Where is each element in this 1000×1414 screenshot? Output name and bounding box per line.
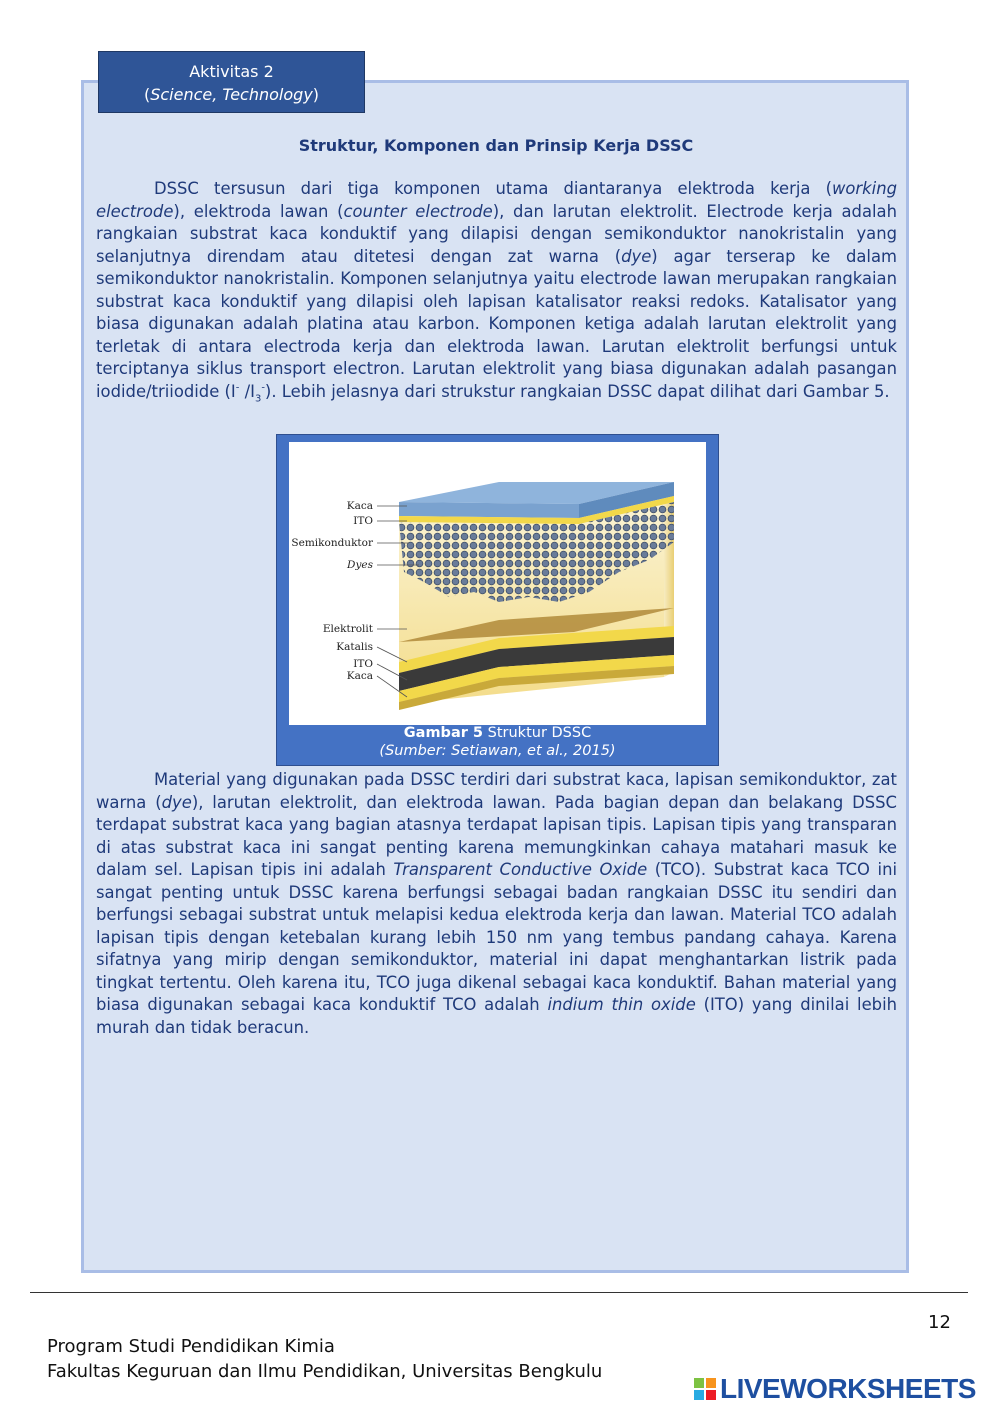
label-kaca-bottom: Kaca [346,670,373,682]
logo-grid-icon [694,1378,716,1400]
dssc-diagram [289,442,706,725]
label-semikonduktor: Semikonduktor [291,537,373,549]
label-elektrolit: Elektrolit [322,623,373,635]
logo-text: LIVEWORKSHEETS [720,1373,976,1404]
footer-faculty: Fakultas Keguruan dan Ilmu Pendidikan, Universitas Bengkulu [47,1361,603,1382]
label-katalis: Katalis [336,641,373,653]
footer-divider [30,1292,968,1293]
page-number: 12 [928,1312,951,1333]
figure-source: (Sumber: Setiawan, et al., 2015) [379,743,616,759]
section-title: Struktur, Komponen dan Prinsip Kerja DSSC [298,136,694,155]
liveworksheets-logo[interactable] [694,1372,976,1406]
label-ito-top: ITO [353,515,373,527]
footer-program: Program Studi Pendidikan Kimia [47,1336,335,1357]
label-ito-bottom: ITO [353,658,373,670]
figure-caption: Gambar 5 Struktur DSSC [403,725,592,741]
label-dyes: Dyes [347,559,373,571]
figure-dssc-structure [276,434,719,766]
paragraph-dssc-components: DSSC tersusun dari tiga komponen utama diantaranya elektroda kerja (working electrode), elektroda lawan (counter electrode), dan larutan elektrolit. Electrode kerja adalah rangkaian substrat kaca konduktif yang dilapisi dengan semikonduktor nanokristalin yang selanjutnya direndam atau ditetesi dengan zat warna (dye) agar terserap ke dalam semikonduktor nanokristalin. Komponen selanjutnya yaitu electrode lawan merupakan rangkaian substrat kaca konduktif yang dilapisi oleh lapisan katalisator reaksi redoks. Katalisator yang biasa digunakan adalah platina atau karbon. Komponen ketiga adalah larutan elektrolit yang terletak di antara electroda kerja dan elektroda lawan. Larutan elektrolit berfungsi untuk terciptanya siklus transport electron. Larutan elektrolit yang biasa digunakan adalah pasangan iodide/triiodide (I- $/I_3^-$). Lebih jelasnya dari strukstur rangkaian DSSC dapat dilihat dari Gambar 5. [96,179,897,404]
label-kaca-top: Kaca [346,500,373,512]
activity-tab-subtitle: (Science, Technology) [143,85,320,104]
activity-tab-title: Aktivitas 2 [189,62,274,81]
activity-tab [98,51,365,113]
paragraph-dssc-materials: Material yang digunakan pada DSSC terdiri dari substrat kaca, lapisan semikonduktor, zat warna (dye), larutan elektrolit, dan elektroda lawan. Pada bagian depan dan belakang DSSC terdapat substrat kaca yang bagian atasnya terdapat lapisan tipis. Lapisan tipis yang transparan di atas substrat kaca ini sangat penting karena memungkinkan cahaya matahari masuk ke dalam sel. Lapisan tipis ini adalah Transparent Conductive Oxide (TCO). Substrat kaca TCO ini sangat penting untuk DSSC karena berfungsi sebagai badan rangkaian DSSC itu sendiri dan berfungsi sebagai substrat untuk melapisi kedua elektroda kerja dan lawan. Material TCO adalah lapisan tipis dengan ketebalan kurang lebih 150 nm yang tembus pandang cahaya. Karena sifatnya yang mirip dengan semikonduktor, material ini dapat menghantarkan listrik pada tingkat tertentu. Oleh karena itu, TCO juga dikenal sebagai kaca konduktif. Bahan material yang biasa digunakan sebagai kaca konduktif TCO adalah indium thin oxide (ITO) yang dinilai lebih murah dan tidak beracun. [96,770,898,1037]
